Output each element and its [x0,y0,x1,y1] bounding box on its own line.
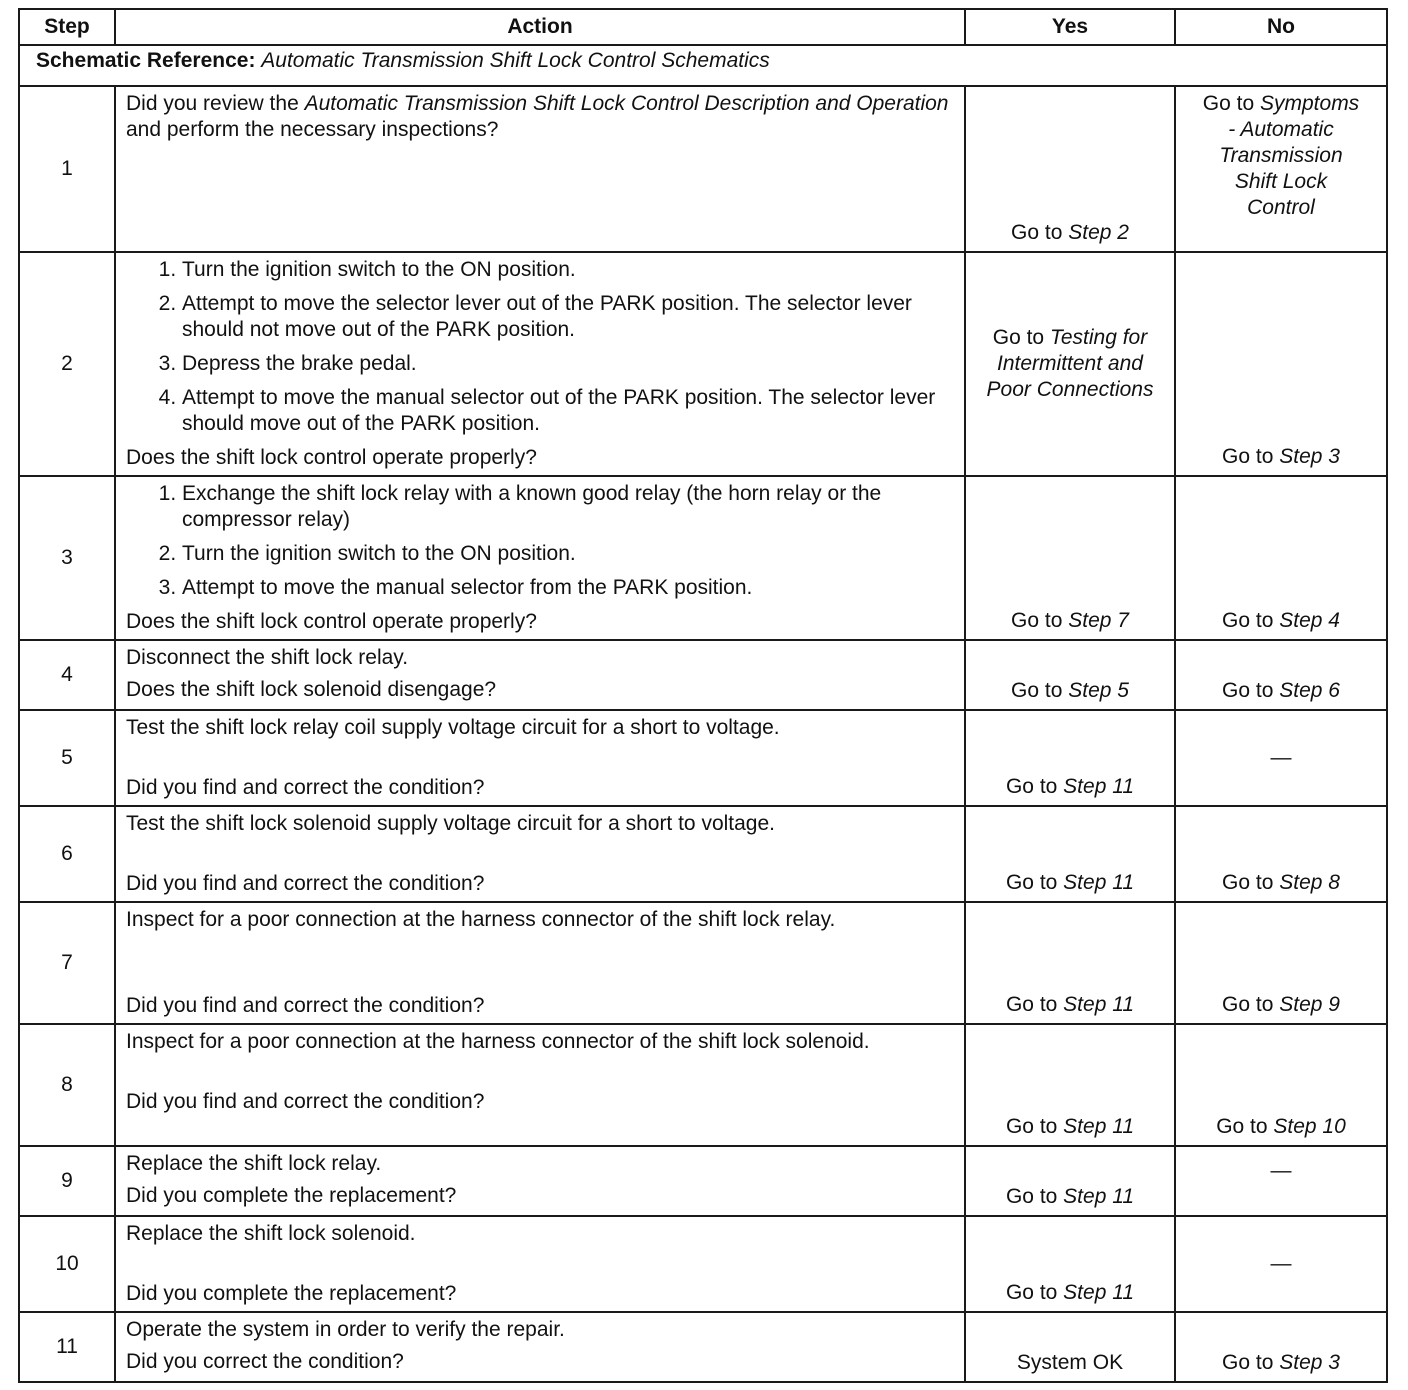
no-cell: Go to Step 10 [1175,1024,1387,1146]
table-row [19,86,1387,252]
no-cell: Go to Step 3 [1175,1312,1387,1382]
schematic-value: Automatic Transmission Shift Lock Control Schematics [261,49,770,72]
action-cell [115,86,965,252]
no-cell: — [1175,1146,1387,1216]
no-cell: — [1175,710,1387,806]
yes-cell: Go to Step 11 [965,1216,1175,1312]
header-action: Action [115,9,965,45]
action-cell [115,1216,965,1312]
step-number: 4 [19,640,115,710]
schematic-row [19,45,1387,86]
yes-cell: Go to Step 11 [965,1146,1175,1216]
no-cell: Go to Step 8 [1175,806,1387,902]
action-text: Replace the shift lock solenoid. [126,1222,416,1245]
table-row [19,252,1387,476]
list-item: 3. Depress the brake pedal. [182,351,954,377]
diagnostic-table [18,8,1388,1383]
action-cell [115,806,965,902]
action-text: Inspect for a poor connection at the harness connector of the shift lock solenoid. [126,1030,870,1053]
no-cell: Go to Step 4 [1175,476,1387,640]
action-text: Disconnect the shift lock relay. [126,646,409,669]
action-steps-list [126,481,954,601]
step-number: 1 [19,86,115,252]
action-question: Did you correct the condition? [126,1350,404,1373]
action-text: Inspect for a poor connection at the harness connector of the shift lock relay. [126,908,836,931]
action-cell [115,640,965,710]
no-cell: Go to Step 3 [1175,252,1387,476]
step-number: 9 [19,1146,115,1216]
schematic-label: Schematic Reference: [36,49,256,72]
action-text: Test the shift lock relay coil supply voltage circuit for a short to voltage. [126,716,780,739]
action-cell [115,710,965,806]
action-cell [115,902,965,1024]
no-cell: Go to Step 9 [1175,902,1387,1024]
table-row [19,710,1387,806]
yes-cell: Go to Step 11 [965,806,1175,902]
action-text: Replace the shift lock relay. [126,1152,382,1175]
action-cell [115,1146,965,1216]
step-number: 5 [19,710,115,806]
yes-cell: Go to Step 2 [965,86,1175,252]
header-row [19,9,1387,45]
yes-cell: Go to Step 11 [965,1024,1175,1146]
table-row [19,1146,1387,1216]
table-row [19,902,1387,1024]
step-number: 8 [19,1024,115,1146]
yes-cell: Go to Step 5 [965,640,1175,710]
table-row [19,1216,1387,1312]
no-cell: Go to Step 6 [1175,640,1387,710]
table-row [19,640,1387,710]
yes-cell: Go to Step 11 [965,710,1175,806]
action-cell [115,252,965,476]
action-question: Did you complete the replacement? [126,1184,457,1207]
table-row [19,1312,1387,1382]
action-question: Did you find and correct the condition? [126,994,485,1017]
action-question: Does the shift lock control operate properly? [126,446,537,469]
table-row [19,476,1387,640]
action-cell [115,476,965,640]
list-item: 1. Turn the ignition switch to the ON position. [182,257,954,283]
table-row [19,1024,1387,1146]
schematic-reference [19,45,1387,86]
list-item: 2. Turn the ignition switch to the ON position. [182,541,954,567]
step-number: 11 [19,1312,115,1382]
list-item: 1. Exchange the shift lock relay with a known good relay (the horn relay or the compressor relay) [182,481,954,533]
action-question: Did you find and correct the condition? [126,776,485,799]
yes-cell: Go to Step 11 [965,902,1175,1024]
action-steps-list [126,257,954,437]
action-question: Does the shift lock control operate properly? [126,610,537,633]
list-item: 3. Attempt to move the manual selector from the PARK position. [182,575,954,601]
header-step: Step [19,9,115,45]
list-item: 2. Attempt to move the selector lever out of the PARK position. The selector lever should not move out of the PARK position. [182,291,954,343]
table-row [19,806,1387,902]
list-item: 4. Attempt to move the manual selector out of the PARK position. The selector lever should move out of the PARK position. [182,385,954,437]
action-cell [115,1312,965,1382]
no-cell: Go to Symptoms - Automatic Transmission Shift Lock Control [1175,86,1387,252]
action-text: Operate the system in order to verify the repair. [126,1318,565,1341]
step-number: 6 [19,806,115,902]
step-number: 10 [19,1216,115,1312]
action-question: Did you complete the replacement? [126,1282,457,1305]
header-yes: Yes [965,9,1175,45]
step-number: 2 [19,252,115,476]
yes-cell: Go to Step 7 [965,476,1175,640]
yes-cell: System OK [965,1312,1175,1382]
step-number: 3 [19,476,115,640]
yes-cell: Go to Testing for Intermittent and Poor Connections [965,252,1175,476]
step-number: 7 [19,902,115,1024]
action-question: Did you find and correct the condition? [126,872,485,895]
no-cell: — [1175,1216,1387,1312]
action-text: Test the shift lock solenoid supply voltage circuit for a short to voltage. [126,812,776,835]
action-question: Did you review the Automatic Transmission Shift Lock Control Description and Operation and perform the necessary inspections? [126,92,949,141]
action-question: Does the shift lock solenoid disengage? [126,678,497,701]
action-cell [115,1024,965,1146]
header-no: No [1175,9,1387,45]
action-question: Did you find and correct the condition? [126,1090,485,1113]
